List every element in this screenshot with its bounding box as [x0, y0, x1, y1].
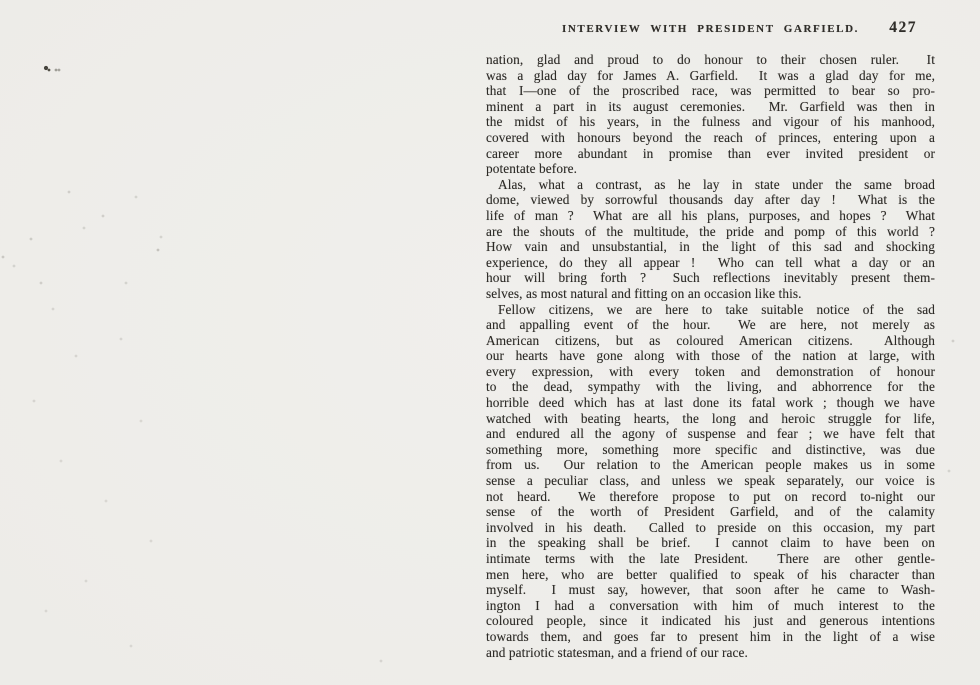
text-line: How vain and unsubstantial, in the light of this sad and shocking	[486, 239, 935, 255]
text-line: covered with honours beyond the reach of princes, entering upon a	[486, 129, 935, 145]
text-line: watched with beating hearts, the long and heroic struggle for life,	[486, 410, 935, 426]
text-line: the midst of his years, in the fulness and vigour of his manhood,	[486, 114, 935, 130]
text-line: myself. I must say, however, that soon after he came to Wash-	[486, 582, 935, 598]
text-line: sense a peculiar class, and unless we speak separately, our voice is	[486, 473, 935, 489]
scan-speckle-artifacts	[0, 0, 2, 2]
text-block	[486, 52, 935, 660]
text-line: our hearts have gone along with those of the nation at large, with	[486, 348, 935, 364]
text-line: from us. Our relation to the American people makes us in some	[486, 457, 935, 473]
page-number: 427	[889, 19, 917, 36]
text-line: towards them, and goes far to present him in the light of a wise	[486, 628, 935, 644]
text-line: minent a part in its august ceremonies. Mr. Garfield was then in	[486, 98, 935, 114]
text-line: men here, who are better qualified to speak of his character than	[486, 566, 935, 582]
text-line: horrible deed which has at last done its fatal work ; though we have	[486, 395, 935, 411]
text-line: selves, as most natural and fitting on an occasion like this.	[486, 285, 802, 301]
text-line: are the shouts of the multitude, the pride and pomp of this world ?	[486, 223, 935, 239]
text-line: coloured people, since it indicated his just and generous intentions	[486, 613, 935, 629]
text-line: potentate before.	[486, 161, 578, 177]
text-line: sense of the worth of President Garfield, and of the calamity	[486, 504, 935, 520]
text-line: and endured all the agony of suspense and fear ; we have felt that	[486, 426, 935, 442]
text-line: ington I had a conversation with him of much interest to the	[486, 597, 935, 613]
text-line: experience, do they all appear ! Who can tell what a day or an	[486, 254, 935, 270]
text-line: and appalling event of the hour. We are here, not merely as	[486, 317, 935, 333]
text-line: career more abundant in promise than ever invited president or	[486, 145, 935, 161]
text-line: and patriotic statesman, and a friend of our race.	[486, 644, 748, 660]
text-line: involved in his death. Called to preside on this occasion, my part	[486, 519, 935, 535]
text-line: American citizens, but as coloured American citizens. Although	[486, 332, 935, 348]
text-line: Fellow citizens, we are here to take suitable notice of the sad	[498, 301, 935, 317]
text-line: that I—one of the proscribed race, was permitted to bear so pro-	[486, 83, 935, 99]
text-line: hour will bring forth ? Such reflections inevitably present them-	[486, 270, 935, 286]
text-line: Alas, what a contrast, as he lay in state under the same broad	[498, 176, 935, 192]
text-line: was a glad day for James A. Garfield. It was a glad day for me,	[486, 67, 935, 83]
text-line: not heard. We therefore propose to put on record to-night our	[486, 488, 935, 504]
text-line: life of man ? What are all his plans, purposes, and hopes ? What	[486, 207, 935, 223]
text-line: every expression, with every token and demonstration of honour	[486, 363, 935, 379]
text-line: dome, viewed by sorrowful thousands day after day ! What is the	[486, 192, 935, 208]
text-line: something more, something more specific and distinctive, was due	[486, 441, 935, 457]
running-head	[486, 23, 935, 35]
text-line: intimate terms with the late President. There are other gentle-	[486, 551, 935, 566]
running-head-title: INTERVIEW WITH PRESIDENT GARFIELD.	[561, 23, 860, 35]
text-line: to the dead, sympathy with the living, and abhorrence for the	[486, 379, 935, 395]
text-line: in the speaking shall be brief. I cannot claim to have been on	[486, 535, 935, 551]
text-line: nation, glad and proud to do honour to their chosen ruler. It	[486, 52, 935, 67]
